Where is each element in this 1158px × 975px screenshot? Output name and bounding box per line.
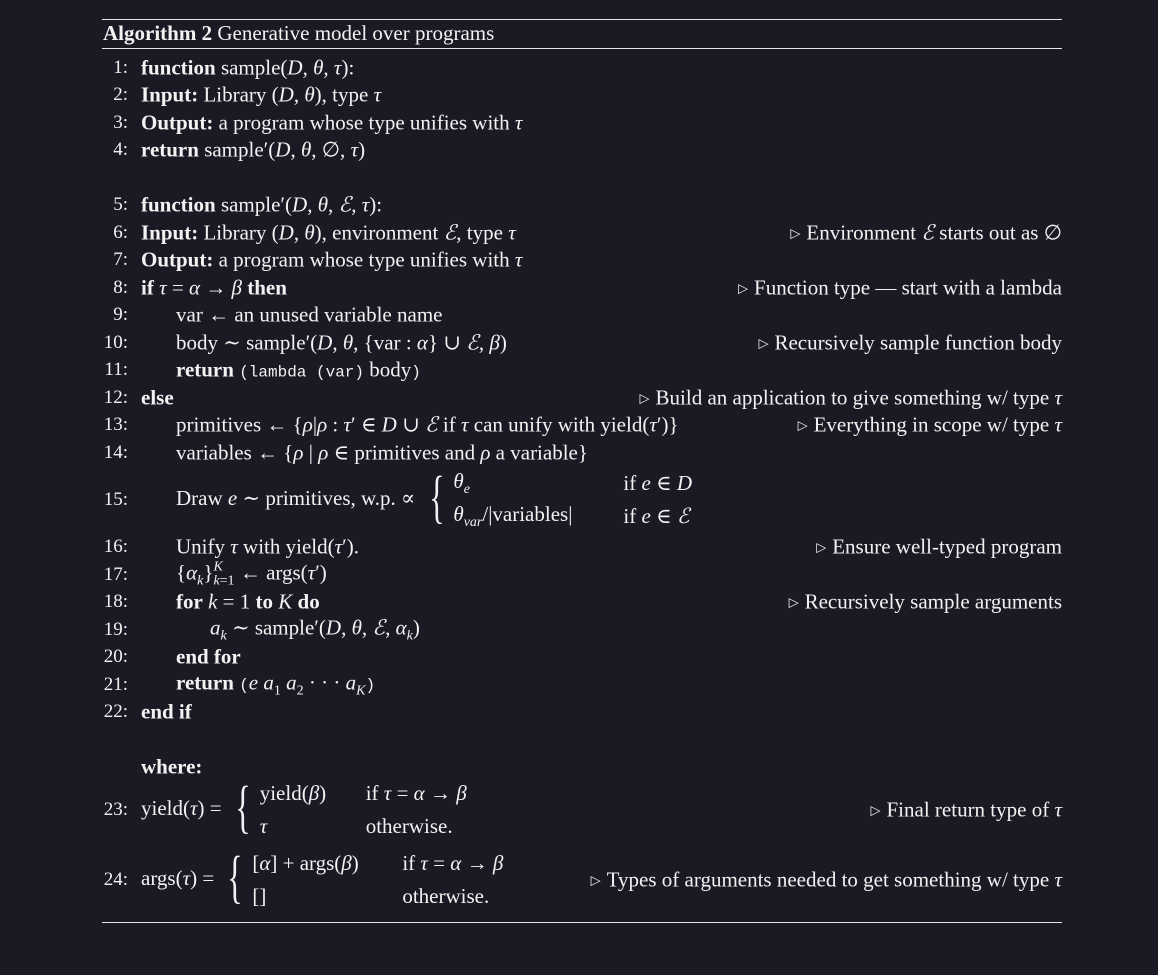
comment: ▷ Types of arguments needed to get something w/ type τ — [590, 867, 1062, 892]
line-content: Draw e ∼ primitives, w.p. ∝ { $\theta_e$ if e ∈ D $\theta_{var}/|variables|$ if e ∈ ℰ — [176, 464, 692, 531]
comment: ▷ Function type — start with a lambda — [738, 275, 1062, 300]
line-number: 23: — [103, 799, 128, 820]
line-content: $\{\alpha_k\}$ K k=1 ← args(τ′) — [176, 559, 327, 589]
line-content: Output: a program whose type unifies with τ — [141, 110, 523, 135]
comment-triangle-icon: ▷ — [797, 417, 808, 433]
line-content: Input: Library (D, θ), type τ — [141, 82, 382, 107]
algo-line — [0, 302, 1062, 328]
algo-line — [0, 534, 1062, 560]
algo-line — [0, 644, 1062, 670]
algo-line — [0, 330, 1062, 356]
comment-triangle-icon: ▷ — [738, 280, 749, 296]
bottom-rule — [102, 922, 1062, 923]
algo-line — [0, 192, 1062, 218]
algo-line — [0, 55, 1062, 81]
line-number: 24: — [103, 869, 128, 890]
algo-line — [0, 699, 1062, 725]
line-content: end if — [141, 699, 192, 724]
comment-triangle-icon: ▷ — [590, 872, 601, 888]
line-content: args(τ) = { [α] + args(β) if τ = α → β [] otherwise. — [141, 844, 504, 909]
line-number: 7: — [113, 249, 128, 270]
line-content: else — [141, 385, 174, 410]
line-content: yield(τ) = { yield(β) if τ = α → β τ otherwise. — [141, 774, 467, 839]
line-content: return sample′(D, θ, ∅, τ) — [141, 137, 366, 162]
comment-triangle-icon: ▷ — [788, 594, 799, 610]
line-number: 14: — [103, 442, 128, 463]
comment: ▷ Recursively sample function body — [758, 330, 1062, 355]
comment: ▷ Recursively sample arguments — [788, 589, 1062, 614]
algo-line — [0, 672, 1062, 698]
line-number: 3: — [113, 112, 128, 133]
algo-line — [0, 82, 1062, 108]
line-content: Output: a program whose type unifies with τ — [141, 247, 523, 272]
line-content: body ∼ sample′(D, θ, {var : α} ∪ ℰ, β) — [176, 330, 507, 355]
comment: ▷ Ensure well-typed program — [816, 534, 1062, 559]
algo-line — [0, 440, 1062, 466]
algo-line — [0, 412, 1062, 438]
algo-line — [0, 589, 1062, 615]
line-content: for k = 1 to K do — [176, 589, 320, 614]
line-number: 18: — [103, 591, 128, 612]
line-number: 4: — [113, 139, 128, 160]
line-number: 21: — [103, 674, 128, 695]
line-number: 13: — [103, 414, 128, 435]
algorithm-name: Generative model over programs — [217, 21, 495, 45]
algo-line — [0, 559, 1062, 589]
comment-triangle-icon: ▷ — [639, 390, 650, 406]
algo-line — [0, 357, 1062, 383]
algorithm-label: Algorithm 2 — [103, 21, 213, 45]
algo-line — [0, 110, 1062, 136]
algo-line — [0, 844, 1062, 912]
line-content: primitives ← {ρ|ρ : τ′ ∈ D ∪ ℰ if τ can unify with yield(τ′)} — [176, 412, 679, 437]
algo-line — [0, 137, 1062, 163]
comment: ▷ Final return type of τ — [870, 797, 1062, 822]
comment: ▷ Everything in scope w/ type τ — [797, 412, 1062, 437]
comment: ▷ Build an application to give something w/ type τ — [639, 385, 1062, 410]
comment-triangle-icon: ▷ — [790, 225, 801, 241]
line-content: function sample(D, θ, τ): — [141, 55, 355, 80]
line-number: 17: — [103, 564, 128, 585]
algorithm-title — [103, 20, 494, 46]
algo-line — [0, 385, 1062, 411]
line-number: 8: — [113, 277, 128, 298]
line-number: 16: — [103, 536, 128, 557]
title-rule — [102, 48, 1062, 49]
line-content: end for — [176, 644, 241, 669]
line-number: 11: — [104, 359, 128, 380]
line-number: 20: — [103, 646, 128, 667]
comment-triangle-icon: ▷ — [870, 802, 881, 818]
line-number: 15: — [103, 489, 128, 510]
algo-line — [0, 464, 1062, 532]
line-content: $a_k$ ∼ sample′(D, θ, ℰ, $\alpha_k$) — [210, 615, 420, 644]
line-content: return (e $a_1$ $a_2$ · · · $a_K$) — [176, 670, 376, 699]
line-content: variables ← {ρ | ρ ∈ primitives and ρ a variable} — [176, 440, 588, 465]
line-number: 6: — [113, 222, 128, 243]
comment-triangle-icon: ▷ — [816, 539, 827, 555]
comment-triangle-icon: ▷ — [758, 335, 769, 351]
line-content: if τ = α → β then — [141, 275, 287, 300]
algo-line — [0, 774, 1062, 842]
line-content: function sample′(D, θ, ℰ, τ): — [141, 192, 383, 217]
line-number: 19: — [103, 619, 128, 640]
line-number: 22: — [103, 701, 128, 722]
line-content: Input: Library (D, θ), environment ℰ, type τ — [141, 220, 516, 245]
comment: ▷ Environment ℰ starts out as ∅ — [790, 220, 1062, 245]
line-number: 1: — [113, 57, 128, 78]
line-number: 10: — [103, 332, 128, 353]
line-content: return (lambda (var) body) — [176, 357, 421, 382]
where-label: where: — [141, 754, 203, 779]
line-number: 9: — [113, 304, 128, 325]
algo-line — [0, 617, 1062, 643]
line-number: 5: — [113, 194, 128, 215]
algo-line — [0, 247, 1062, 273]
algo-line — [0, 275, 1062, 301]
line-number: 2: — [113, 84, 128, 105]
line-number: 12: — [103, 387, 128, 408]
line-content: Unify τ with yield(τ′). — [176, 534, 359, 559]
algo-line — [0, 220, 1062, 246]
line-content: var ← an unused variable name — [176, 302, 443, 327]
